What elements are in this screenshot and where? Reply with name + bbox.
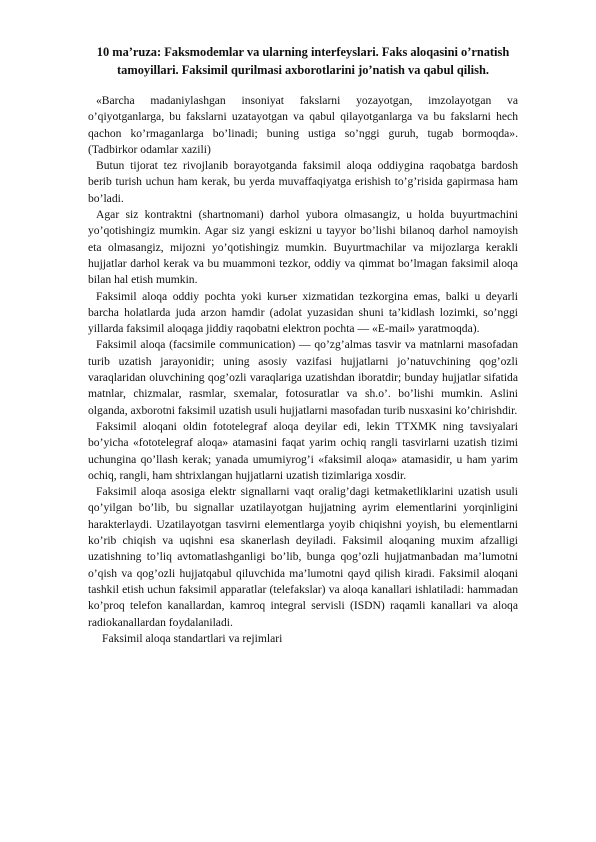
paragraph-cost: Faksimil aloqa oddiy pochta yoki kurьer xizmatidan tezkorgina emas, balki u deyarli barcha holatlarda juda arzon hamdir (adolat yuzasidan shuni ta’kidlash lozimki, so’nggi yillarda faksimil aloqaga jiddiy raqobatni elektron pochta — «E-mail» yaratmoqda). bbox=[88, 289, 518, 336]
lecture-title: 10 ma’ruza: Faksmodemlar va ularning interfeyslari. Faks aloqasini o’rnatish tamoyillari. Faksimil qurilmasi axborotlarini jo’natish va qabul qilish. bbox=[96, 45, 510, 77]
paragraph-phototelegraph: Faksimil aloqani oldin fototelegraf aloqa deyilar edi, lekin TTXMK ning tavsiyalari bo’yicha «fototelegraf aloqa» atamasini faqat yarim ochiq rangli tasvirlarni uzatish tizimi uchungina qo’llash kerak; yanada umumiyrog’i «faksimil aloqa» atamasidir, u ham yarim ochiq, rangli, ham shtrixlangan hujjatlarni uzatish tizimlariga xosdir. bbox=[88, 419, 518, 482]
section-heading-standards: Faksimil aloqa standartlari va rejimlari bbox=[102, 631, 283, 645]
paragraph-definition: Faksimil aloqa (facsimile communication) — qo’zg’almas tasvir va matnlarni masofadan turib uzatish jarayonidir; uning asosiy vazifasi hujjatlarni jo’natuvchining qog’ozli varaqlaridan oluvchining qog’ozli varaqlariga uzatishdan iboratdir; bunday hujjatlar sifatida matnlar, chizmalar, rasmlar, sxemalar, fotosuratlar va sh.o’. bo’lishi mumkin. Aslini olganda, axborotni faksimil uzatish usuli hujjatlarni masofadan turib nusxasini ko’chirishdir. bbox=[88, 338, 518, 417]
paragraph-quote: «Barcha madaniylashgan insoniyat fakslarni yozayotgan, imzolayotgan va o’qiyotganlarga, bu fakslarni uzatayotgan va qabul qilayotganlarga va bu fakslarni hech qachon ko’rmaganlarga bo’linadi; buning ustiga so’nggi guruh, tugab bormoqda». (Tadbirkor odamlar xazili) bbox=[88, 94, 518, 156]
paragraph-commerce: Butun tijorat tez rivojlanib borayotganda faksimil aloqa oddiygina raqobatga bardosh berib turish uchun ham kerak, bu yerda muvaffaqiyatga erishish to’g’risida gapirmasa ham bo’ladi. bbox=[88, 159, 518, 205]
paragraph-principles: Faksimil aloqa asosiga elektr signallarni vaqt oralig’dagi ketmaketliklarini uzatish usuli qo’yilgan bo’lib, bu signallar uzatilayotgan hujjatning ayrim elementlarini yorqinligini harakterlaydi. Uzatilayotgan tasvirni elementlarga yoyib chiqishni yoyish, bu elementlarni ko’rib chiqish va uqishni esa skanerlash deyiladi. Faksimil aloqaning muxim afzalligi uzatishning to’liq avtomatlashganligi bo’lib, bunga qog’ozli hujjatmanbadan ma’lumotni o’qish va qog’ozli hujjatqabul qiluvchida ma’lumotni qayd qilish kiradi. Faksimil aloqani tashkil etish uchun faksimil apparatlar (telefakslar) va aloqa kanallari ishlatiladi: hammadan ko’proq telefon kanallardan, kamroq integral servisli (ISDN) raqamli kanallari va aloqa radiokanallardan foydalaniladi. bbox=[88, 485, 518, 629]
paragraph-contract: Agar siz kontraktni (shartnomani) darhol yubora olmasangiz, u holda buyurtmachini yo’qotishingiz mumkin. Agar siz yangi eskizni u tayyor bo’lishi bilanoq darhol namoyish eta olmasangiz, mijozni yo’qotishingiz mumkin. Buyurtmachilar va mijozlarga kerakli hujjatlar darhol kerak va bu muammoni tezkor, oddiy va qimmat bo’lmagan faksimil aloqa bilan hal etish mumkin. bbox=[88, 208, 518, 287]
document-page bbox=[88, 44, 518, 647]
